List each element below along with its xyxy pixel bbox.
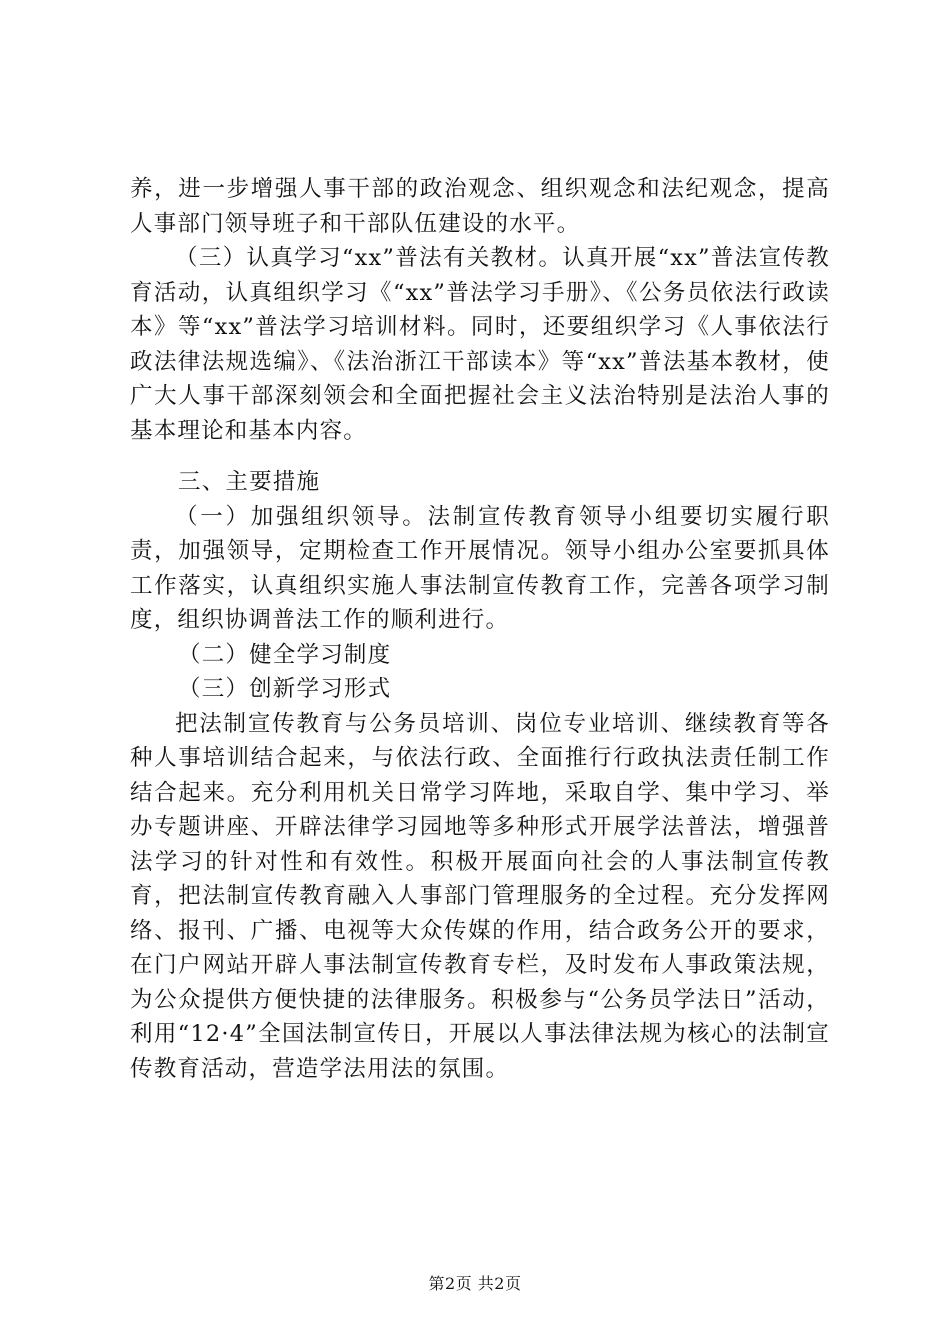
paragraph-continuation: 养，进一步增强人事干部的政治观念、组织观念和法纪观念，提高人事部门领导班子和干部队伍建设的水平。: [130, 176, 830, 237]
paragraph-study-materials: （三）认真学习“xx”普法有关教材。认真开展“xx”普法宣传教育活动，认真组织学习《“xx”普法学习手册》、《公务员依法行政读本》等“xx”普法学习培训材料。同时，还要组织学习《人事依法行政法律法规选编》、《法治浙江干部读本》等“xx”普法基本教材，使广大人事干部深刻领会和全面把握社会主义法治特别是法治人事的基本理论和基本内容。: [130, 245, 830, 444]
paragraph-study-forms-detail: 把法制宣传教育与公务员培训、岗位专业培训、继续教育等各种人事培训结合起来，与依法行政、全面推行行政执法责任制工作结合起来。充分利用机关日常学习阵地，采取自学、集中学习、举办专题讲座、开辟法律学习园地等多种形式开展学法普法，增强普法学习的针对性和有效性。积极开展面向社会的人事法制宣传教育，把法制宣传教育融入人事部门管理服务的全过程。充分发挥网络、报刊、广播、电视等大众传媒的作用，结合政务公开的要求，在门户网站开辟人事法制宣传教育专栏，及时发布人事政策法规，为公众提供方便快捷的法律服务。积极参与“公务员学法日”活动，利用“12·4”全国法制宣传日，开展以人事法律法规为核心的法制宣传教育活动，营造学法用法的氛围。: [130, 710, 830, 1082]
document-body: [130, 172, 830, 1086]
section-heading-measures: 三、主要措施: [178, 469, 321, 495]
page-number-footer: 第2页 共2页: [428, 1274, 522, 1293]
paragraph-organization-leadership: （一）加强组织领导。法制宣传教育领导小组要切实履行职责，加强领导，定期检查工作开展情况。领导小组办公室要抓具体工作落实，认真组织实施人事法制宣传教育工作，完善各项学习制度，组织协调普法工作的顺利进行。: [130, 503, 830, 633]
subheading-study-system: （二）健全学习制度: [178, 641, 392, 668]
subheading-study-forms: （三）创新学习形式: [178, 676, 392, 702]
